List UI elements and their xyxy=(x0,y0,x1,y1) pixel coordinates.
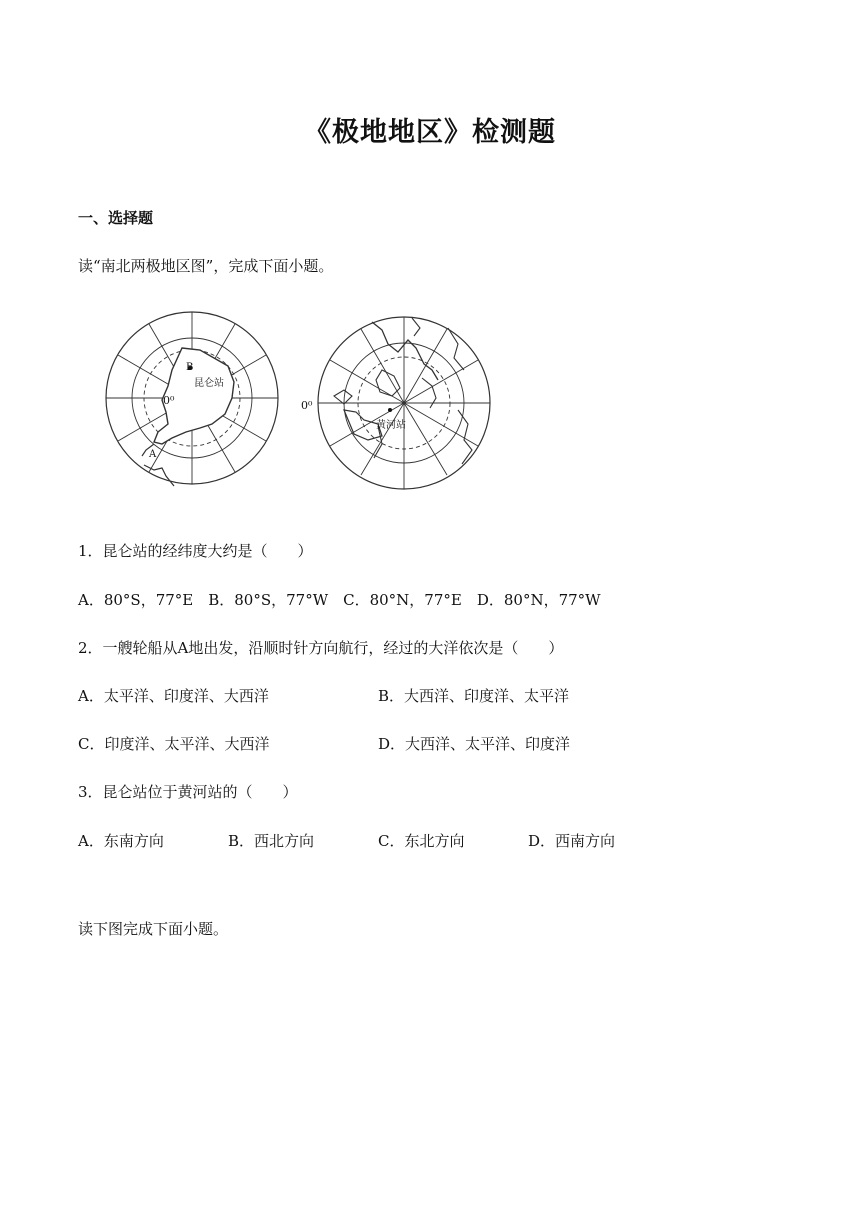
question-1-options: A．80°S，77°E B．80°S，77°W C．80°N，77°E D．80°N，77°W xyxy=(78,591,601,609)
left-point-b: B xyxy=(186,362,194,373)
right-meridian-label: 0⁰ xyxy=(301,399,313,412)
question-3-option-b: B．西北方向 xyxy=(228,832,315,850)
polar-maps-figure xyxy=(82,300,502,514)
left-meridian-label: 0⁰ xyxy=(163,394,175,407)
question-2-option-a: A．太平洋、印度洋、大西洋 xyxy=(78,687,269,705)
intro-text-2: 读下图完成下面小题。 xyxy=(78,920,229,938)
huanghe-station-dot xyxy=(388,408,392,412)
question-3-stem: 3．昆仑站位于黄河站的（ ） xyxy=(78,783,298,801)
kunlun-station-label: 昆仑站 xyxy=(194,378,224,389)
polar-maps-svg xyxy=(82,300,502,510)
question-2-option-b: B．大西洋、印度洋、太平洋 xyxy=(378,687,570,705)
intro-text: 读“南北两极地区图”，完成下面小题。 xyxy=(78,257,334,275)
question-2-option-c: C．印度洋、太平洋、大西洋 xyxy=(78,735,270,753)
south-polar-map xyxy=(106,312,278,486)
question-3-option-d: D．西南方向 xyxy=(528,832,616,850)
question-3-option-c: C．东北方向 xyxy=(378,832,465,850)
north-polar-map xyxy=(318,317,490,489)
question-3-option-a: A．东南方向 xyxy=(78,832,164,850)
question-1-stem: 1．昆仑站的经纬度大约是（ ） xyxy=(78,542,313,560)
question-2-option-d: D．大西洋、太平洋、印度洋 xyxy=(378,735,571,753)
question-2-stem: 2．一艘轮船从A地出发，沿顺时针方向航行，经过的大洋依次是（ ） xyxy=(78,639,564,657)
huanghe-station-label: 黄河站 xyxy=(376,420,406,431)
section-heading: 一、选择题 xyxy=(78,209,154,227)
left-point-a: A xyxy=(149,449,157,460)
page-title: 《极地地区》检测题 xyxy=(304,117,556,148)
